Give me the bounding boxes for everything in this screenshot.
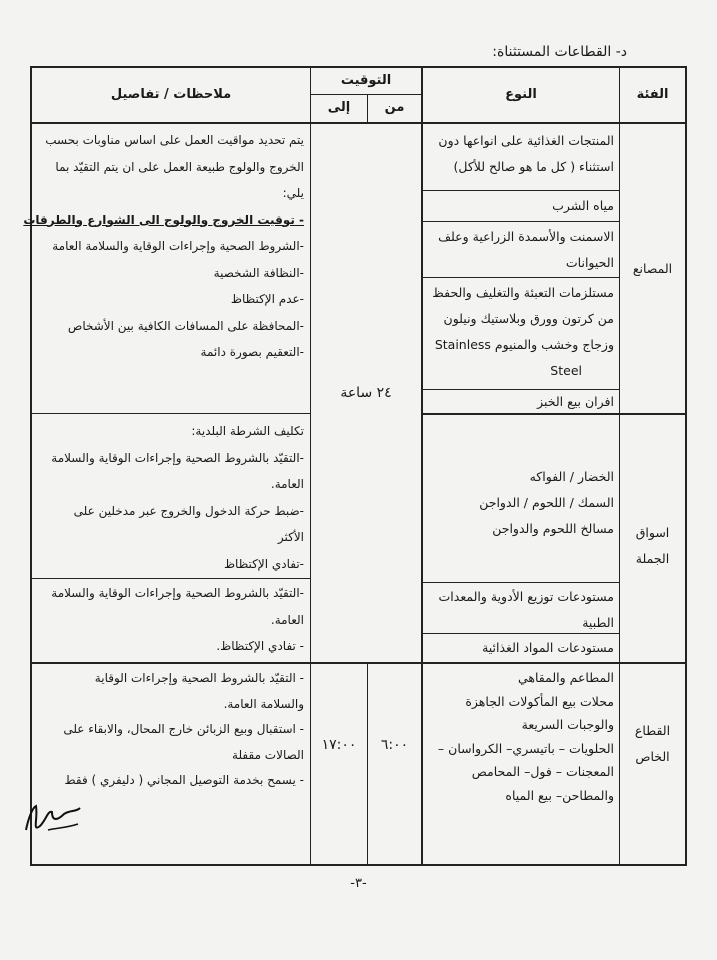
notes-factories-line3: يلي: (282, 186, 304, 200)
notes-private-line3: - استقبال وبيع الزبائن خارج المحال، والابقاء على (63, 722, 304, 736)
type-cement (426, 224, 614, 276)
type-line-3 (421, 277, 620, 278)
type-food-line1: المنتجات الغذائية على انواعها دون (438, 133, 614, 148)
category-private-line1: القطاع (634, 723, 671, 738)
type-packaging (426, 280, 614, 384)
notes-medical (36, 580, 304, 660)
header-timing: التوقيت (340, 73, 392, 88)
notes-wholesale-line1: تكليف الشرطة البلدية: (191, 424, 304, 438)
type-wholesale-list (426, 464, 614, 542)
type-restaurants-line6: والمطاحن– بيع المياه (505, 787, 614, 803)
type-slaughter: مسالخ اللحوم والدواجن (492, 521, 614, 536)
type-restaurants-line4: الحلويات – باتيسري– الكرواسان – (437, 740, 614, 756)
row-line-notes-1 (30, 413, 310, 414)
notes-wholesale-line3: العامة. (270, 477, 304, 491)
notes-medical-line1: -التقيّد بالشروط الصحية وإجراءات الوقاية والسلامة (51, 586, 304, 600)
type-packaging-line1: مستلزمات التعبئة والتغليف والحفظ (432, 285, 614, 300)
type-medical-line2: الطبية (582, 615, 614, 630)
notes-factories (23, 127, 304, 366)
section-title: د- القطاعات المستثناة: (492, 44, 627, 60)
type-veg: الخضار / الفواكه (529, 469, 614, 484)
category-wholesale (620, 520, 685, 572)
notes-factories-line5: -الشروط الصحية وإجراءات الوقاية والسلامة العامة (52, 239, 304, 253)
header-notes: ملاحظات / تفاصيل (110, 87, 232, 102)
notes-factories-line7: -عدم الإكتظاظ (230, 292, 304, 306)
notes-medical-line2: العامة. (270, 612, 304, 627)
type-bakeries: افران بيع الخبز (537, 394, 614, 409)
row-line-notes-2 (30, 578, 310, 579)
page-number: -٣- (350, 876, 367, 891)
category-factories: المصانع (632, 260, 673, 276)
header-bottom-line (30, 122, 687, 124)
notes-medical-line3: - تفادي الإكتظاظ. (216, 639, 304, 653)
type-fish: السمك / اللحوم / الدواجن (479, 495, 614, 510)
type-food (426, 128, 614, 180)
type-restaurants-line2: محلات بيع المأكولات الجاهزة (465, 693, 614, 709)
notes-private-line5: - يسمح بخدمة التوصيل المجاني ( دليفري ) فقط (64, 773, 304, 787)
notes-factories-line8: -المحافظة على المسافات الكافية بين الأشخاص (67, 318, 304, 333)
type-private-list (426, 666, 614, 807)
type-food-warehouses: مستودعات المواد الغذائية (482, 640, 614, 655)
notes-private-line2: والسلامة العامة. (223, 696, 304, 711)
type-line-2 (421, 221, 620, 222)
notes-wholesale (36, 418, 304, 577)
header-to: إلى (327, 100, 351, 115)
category-private (620, 718, 685, 770)
table-border-bottom (30, 864, 687, 866)
notes-wholesale-line2: -التقيّد بالشروط الصحية وإجراءات الوقاية والسلامة (51, 450, 304, 465)
type-cement-line1: الاسمنت والأسمدة الزراعية وعلف (438, 229, 614, 244)
type-line-5 (421, 582, 620, 583)
type-medical (426, 584, 614, 636)
col-divider-type (421, 66, 423, 866)
header-from: من (384, 100, 405, 115)
type-line-4 (421, 389, 620, 390)
timing-private-from: ٦:٠٠ (380, 737, 409, 753)
type-medical-line1: مستودعات توزيع الأدوية والمعدات (438, 589, 614, 604)
row-line-cat-2 (30, 662, 687, 664)
header-category: الفئة (636, 87, 669, 102)
table-border-left (30, 66, 32, 866)
type-restaurants-line5: المعجنات – فول– المحامص (471, 764, 614, 779)
signature-mark (18, 790, 88, 840)
timing-private-to: ١٧:٠٠ (321, 737, 357, 753)
category-private-line2: الخاص (635, 749, 670, 764)
notes-wholesale-line4: -ضبط حركة الدخول والخروج عبر مدخلين على (73, 503, 304, 518)
category-wholesale-line2: الجملة (635, 551, 670, 566)
table-border-right (685, 66, 687, 866)
notes-factories-line6: -النظافة الشخصية (213, 265, 304, 280)
notes-wholesale-line6: -تفادي الإكتظاظ (223, 556, 304, 571)
notes-private-line1: - التقيّد بالشروط الصحية وإجراءات الوقاية (94, 671, 304, 685)
row-line-cat-1 (421, 413, 687, 415)
type-food-line2: استثناء ( كل ما هو صالح للأكل) (453, 159, 614, 174)
header-type: النوع (505, 87, 537, 102)
notes-factories-line9: -التعقيم بصورة دائمة (200, 345, 304, 359)
type-packaging-line2: من كرتون وورق وبلاستيك ونيلون (443, 311, 614, 326)
notes-factories-line1: يتم تحديد مواقيت العمل على اساس مناوبات بحسب (45, 133, 304, 147)
type-cement-line2: الحيوانات (565, 255, 614, 270)
type-line-1 (421, 190, 620, 191)
notes-wholesale-line5: الأكثر (277, 530, 304, 544)
type-packaging-line3: وزجاج وخشب والمنيوم Stainless (434, 337, 614, 352)
timing-all-day: ٢٤ ساعة (340, 385, 392, 401)
type-packaging-line4: Steel (550, 363, 582, 378)
notes-private (36, 666, 304, 794)
type-restaurants-line3: والوجبات السريعة (521, 717, 614, 732)
col-divider-from-to (367, 662, 368, 866)
notes-private-line4: الصالات مقفلة (232, 747, 304, 762)
category-wholesale-line1: اسواق (635, 525, 670, 540)
type-restaurants-line1: المطاعم والمقاهي (517, 670, 614, 685)
type-water: مياه الشرب (552, 198, 614, 213)
notes-factories-line4: - توقيت الخروج والولوج الى الشوارع والطرقات (23, 212, 304, 227)
notes-factories-line2: الخروج والولوج طبيعة العمل على ان يتم التقيّد بما (55, 159, 304, 174)
